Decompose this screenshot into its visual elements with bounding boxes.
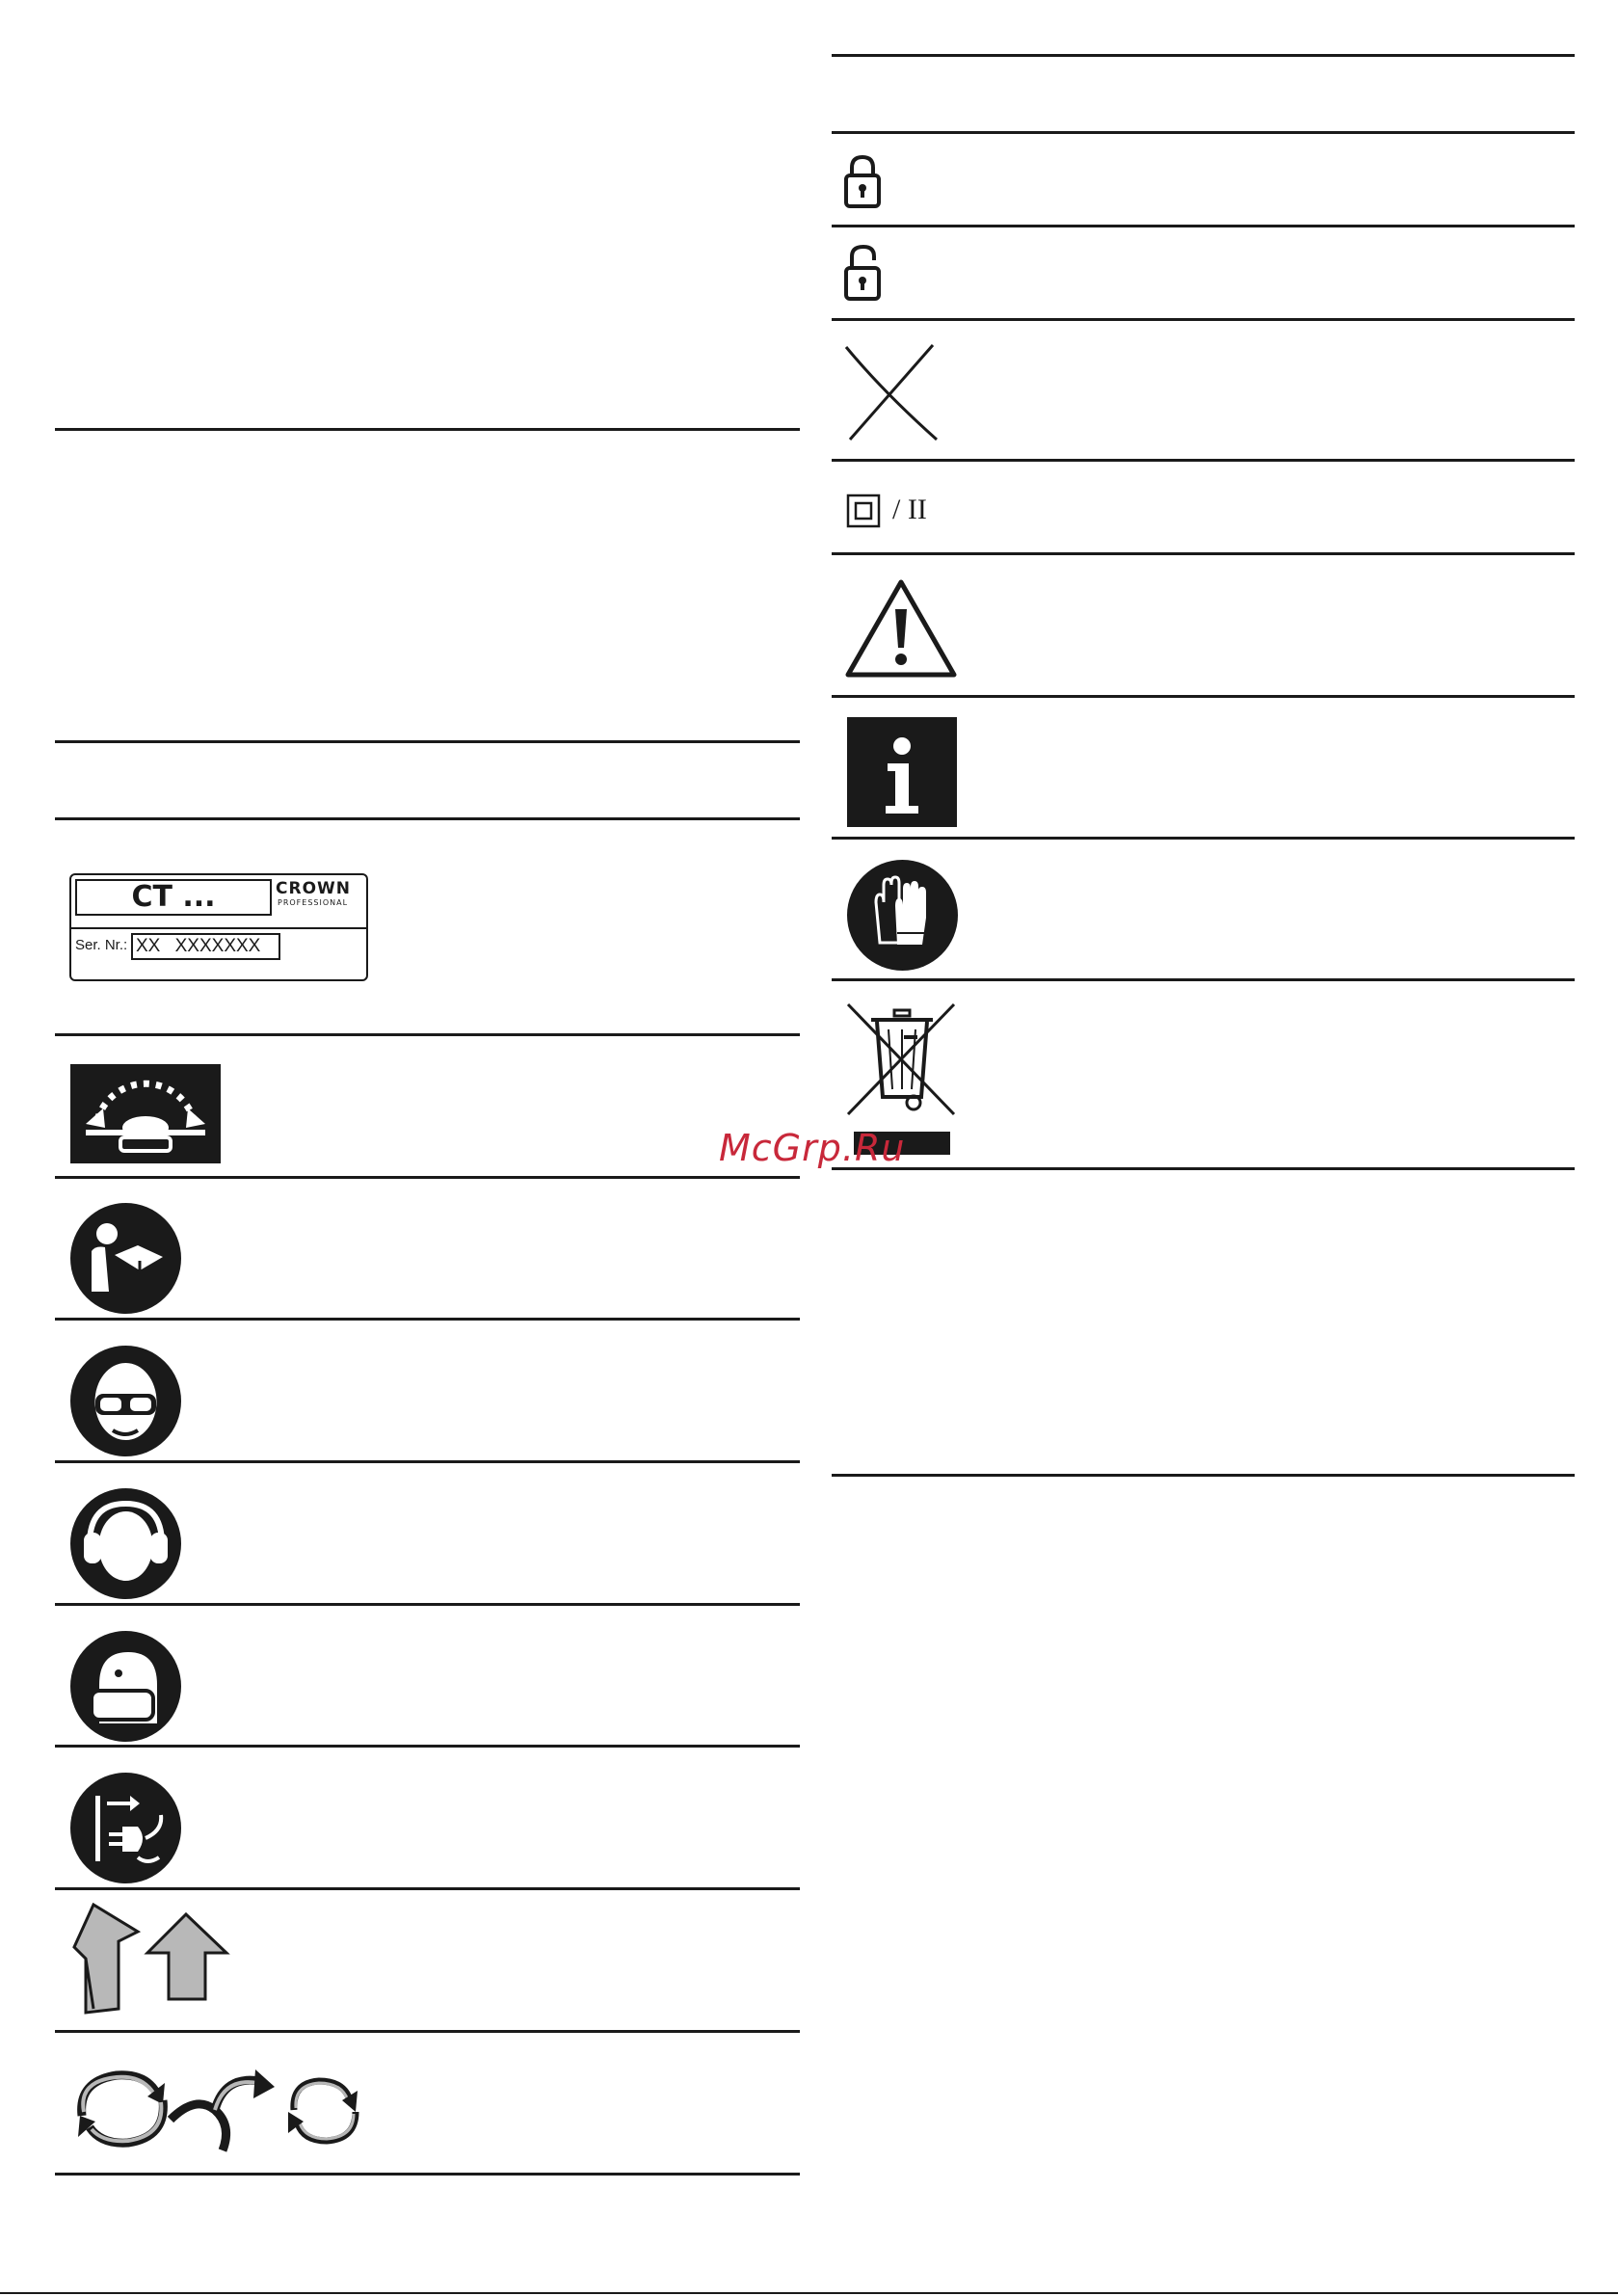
divider (832, 318, 1575, 321)
watermark: McGrp.Ru (719, 1127, 906, 1169)
divider (55, 1176, 800, 1179)
lock-open-icon (844, 245, 883, 301)
rating-label (69, 873, 368, 981)
protection-class-label: / II (892, 494, 927, 525)
label-divider (71, 927, 366, 929)
model-name: CT ... (75, 879, 272, 916)
ear-protection-icon (70, 1488, 181, 1599)
information-icon (847, 717, 957, 827)
divider (832, 837, 1575, 840)
divider (832, 1474, 1575, 1477)
eye-protection-icon (70, 1346, 181, 1456)
divider (55, 1887, 800, 1890)
divider (832, 459, 1575, 462)
divider (832, 225, 1575, 227)
divider (55, 2173, 800, 2176)
rotation-direction-icon (70, 2062, 364, 2154)
divider (55, 1033, 800, 1036)
divider (55, 817, 800, 820)
prohibited-cross-icon (844, 343, 942, 443)
serial-value: XX XXXXXXX (131, 933, 280, 960)
angle-adjust-icon (70, 1064, 221, 1163)
divider (55, 1460, 800, 1463)
unplug-icon (70, 1773, 181, 1883)
divider (55, 1318, 800, 1321)
serial-label: Ser. Nr.: (75, 937, 128, 953)
divider (55, 1603, 800, 1606)
brand-logo-subtext: PROFESSIONAL (278, 898, 349, 907)
page-footer-line (0, 2292, 1618, 2294)
read-manual-icon (70, 1203, 181, 1314)
wear-gloves-icon (847, 860, 958, 971)
divider (832, 54, 1575, 57)
divider (832, 1167, 1575, 1170)
dust-mask-icon (70, 1631, 181, 1742)
divider (55, 1745, 800, 1748)
divider (55, 2030, 800, 2033)
arrow-up-icon (70, 1903, 230, 2015)
lock-closed-icon (844, 154, 881, 208)
double-insulation-icon (846, 494, 881, 528)
divider (55, 428, 800, 431)
divider (55, 740, 800, 743)
brand-logo-text: CROWN (276, 879, 351, 898)
divider (832, 695, 1575, 698)
divider (832, 978, 1575, 981)
divider (832, 552, 1575, 555)
warning-triangle-icon (844, 578, 958, 679)
divider (832, 131, 1575, 134)
